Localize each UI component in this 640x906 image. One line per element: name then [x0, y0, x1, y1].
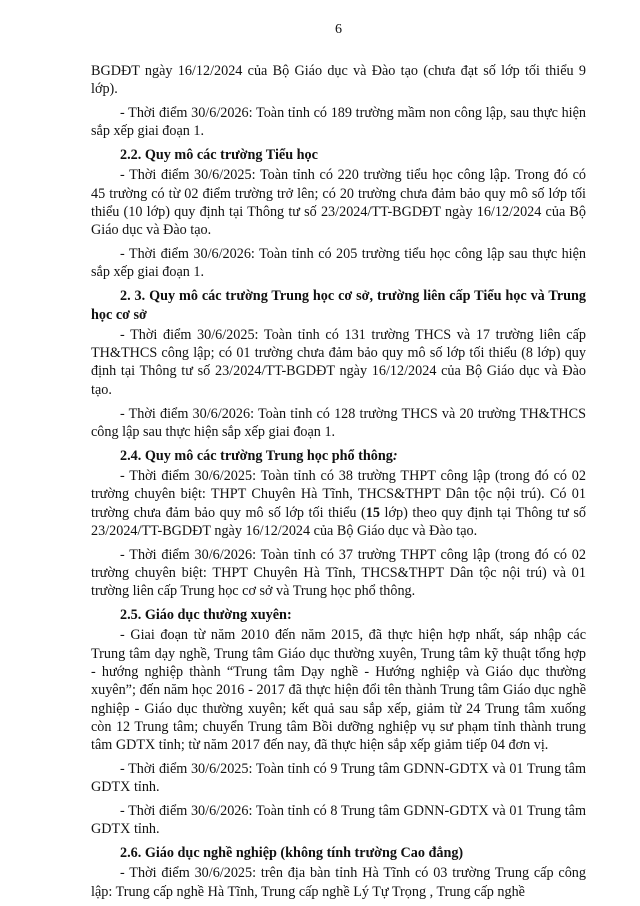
heading-2-4 — [91, 447, 586, 465]
heading-2-5: 2.5. Giáo dục thường xuyên: — [120, 607, 292, 624]
heading-2-2: 2.2. Quy mô các trường Tiểu học — [120, 147, 318, 164]
paragraph-continuation: BGDĐT ngày 16/12/2024 của Bộ Giáo dục và Đào tạo (chưa đạt số lớp tối thiểu 9 lớp). — [91, 63, 586, 98]
paragraph-highschool-2026: - Thời điểm 30/6/2026: Toàn tỉnh có 37 trường THPT công lập (trong đó có 02 trường chuyên biệt: THPT Chuyên Hà Tĩnh, THCS&THPT Dân tộc nội trú) và 01 trường liên cấp Trung học cơ sở và Trung học phổ thông. — [91, 546, 586, 600]
paragraph-vocational-2025: - Thời điểm 30/6/2025: trên địa bàn tỉnh Hà Tĩnh có 03 trường Trung cấp công lập: Trung cấp nghề Hà Tĩnh, Trung cấp nghề Lý Tự Trọng , Trung cấp nghề — [91, 865, 586, 900]
paragraph-secondary-2026: - Thời điểm 30/6/2026: Toàn tỉnh có 128 trường THCS và 20 trường TH&THCS công lập sau thực hiện sắp xếp giai đoạn 1. — [91, 405, 586, 440]
paragraph-continuing-2026: - Thời điểm 30/6/2026: Toàn tỉnh có 8 Trung tâm GDNN-GDTX và 01 Trung tâm GDTX tỉnh. — [91, 802, 586, 838]
paragraph-highschool-2025-part-a: - Thời điểm 30/6/2025: Toàn tỉnh có 38 trường THPT công lập (trong đó có 02 trường chuyên biệt: THPT Chuyên Hà Tĩnh, THCS&THPT Dân tộc nội trú). Có 01 trường chưa đảm bảo quy mô số lớp tối thiểu ( — [91, 467, 586, 521]
paragraph-primary-2026: - Thời điểm 30/6/2026: Toàn tỉnh có 205 trường tiểu học công lập sau thực hiện sắp xếp giai đoạn 1. — [91, 246, 586, 281]
heading-2-4-text: 2.4. Quy mô các trường Trung học phổ thông — [120, 447, 393, 464]
paragraph-preschool-2026: - Thời điểm 30/6/2026: Toàn tỉnh có 189 trường mầm non công lập, sau thực hiện sắp xếp giai đoạn 1. — [91, 105, 586, 140]
heading-2-4-colon: : — [392, 447, 398, 464]
heading-2-3: 2. 3. Quy mô các trường Trung học cơ sở, trường liên cấp Tiểu học và Trung học cơ sở — [91, 288, 586, 323]
paragraph-highschool-2025 — [91, 467, 586, 540]
paragraph-primary-2025: - Thời điểm 30/6/2025: Toàn tỉnh có 220 trường tiểu học công lập. Trong đó có 45 trường có từ 02 điểm trường trở lên; có 20 trường chưa đảm bảo quy mô số lớp tối thiểu (10 lớp) quy định tại Thông tư số 23/2024/TT-BGDĐT ngày 16/12/2024 của Bộ Giáo dục và Đào tạo. — [91, 167, 586, 239]
heading-2-6: 2.6. Giáo dục nghề nghiệp (không tính trường Cao đẳng) — [120, 845, 464, 862]
paragraph-highschool-2025-part-b: lớp) theo quy định tại Thông tư số 23/2024/TT-BGDĐT ngày 16/12/2024 của Bộ Giáo dục và Đào tạo. — [91, 504, 587, 539]
paragraph-continuing-2025: - Thời điểm 30/6/2025: Toàn tỉnh có 9 Trung tâm GDNN-GDTX và 01 Trung tâm GDTX tỉnh. — [91, 760, 586, 796]
paragraph-continuing-history: - Giai đoạn từ năm 2010 đến năm 2015, đã thực hiện hợp nhất, sáp nhập các Trung tâm dạy nghề, Trung tâm Giáo dục thường xuyên, Trung tâm kỹ thuật tổng hợp - hướng nghiệp thành “Trung tâm Dạy nghề - Hướng nghiệp và Giáo dục thường xuyên”; đến năm học 2016 - 2017 đã thực hiện đổi tên thành Trung tâm Giáo dục nghề nghiệp - Giáo dục thường xuyên; kết quả sau sắp xếp, giảm từ 24 Trung tâm xuống còn 12 Trung tâm; chuyển Trung tâm Bồi dưỡng nghiệp vụ sư phạm tỉnh thành trung tâm GDTX tỉnh; từ năm 2017 đến nay, đã thực hiện sắp xếp giảm tiếp 04 đơn vị. — [91, 627, 586, 754]
document-body — [91, 62, 586, 906]
paragraph-secondary-2025: - Thời điểm 30/6/2025: Toàn tỉnh có 131 trường THCS và 17 trường liên cấp TH&THCS công lập; có 01 trường chưa đảm bảo quy mô số lớp tối thiểu (8 lớp) quy định tại Thông tư số 23/2024/TT-BGDĐT ngày 16/12/2024 của Bộ Giáo dục và Đào tạo. — [91, 326, 586, 398]
page-number: 6 — [335, 22, 342, 37]
min-class-count: 15 — [365, 504, 380, 521]
